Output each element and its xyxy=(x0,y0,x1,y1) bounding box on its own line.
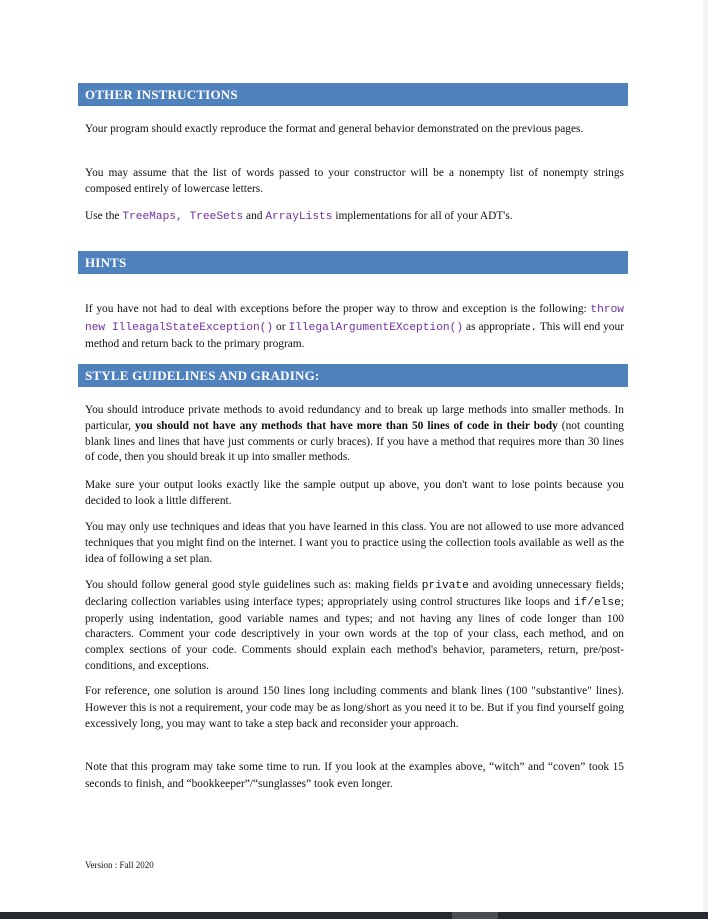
hints-text-a: If you have not had to deal with exceptions before the proper way to throw and exception is the following: xyxy=(85,303,591,315)
bottom-scrollbar-thumb[interactable] xyxy=(452,912,498,919)
hints-text-after: This will end your method and return back to the primary program. xyxy=(85,320,624,350)
hints-text-or: or xyxy=(273,320,289,333)
style-p4-code-ifelse: if/else xyxy=(573,596,621,609)
hints-code-period: . xyxy=(530,321,538,334)
style-paragraph-2: Make sure your output looks exactly like the sample output up above, you don't want to lose points because you decided to look a little different. xyxy=(85,479,624,507)
style-p4-code-private: private xyxy=(421,580,469,592)
other-p3-code-treemaps: TreeMaps, TreeSets xyxy=(122,211,244,223)
style-p4-text-a: You should follow general good style guidelines such as: making fields xyxy=(85,579,422,591)
vertical-scrollbar-track[interactable] xyxy=(703,0,708,912)
style-p1-text-b: (not counting blank lines and lines that have just comments or curly braces). If you have a method that requires more than 30 lines of code, then you should break it up into smaller methods. xyxy=(85,419,624,464)
hints-code-illegal-argument: IllegalArgumentEXception() xyxy=(288,321,464,334)
other-paragraph-1: Your program should exactly reproduce the format and general behavior demonstrated on the previous pages. xyxy=(85,123,584,135)
hints-text-as: as appropriate xyxy=(463,320,531,333)
version-footer: Version : Fall 2020 xyxy=(85,860,154,870)
style-p4-text-b: and avoiding unnecessary fields; declaring collection variables using interface types; appropriately using control structures like loops and xyxy=(85,579,624,608)
other-p3-text-b: and xyxy=(243,210,266,222)
hints-code-illegal-state: throw new IlleagalStateException() xyxy=(85,304,624,334)
bottom-scrollbar-track[interactable] xyxy=(0,912,708,919)
style-paragraph-6: Note that this program may take some time to run. If you look at the examples above, “witch” and “coven” took 15 seconds to finish, and “bookkeeper”/“sunglasses” took even longer. xyxy=(85,761,624,790)
hints-paragraph xyxy=(85,301,624,353)
section-header-hints: HINTS xyxy=(78,251,628,274)
section-header-style-guidelines: STYLE GUIDELINES AND GRADING: xyxy=(78,364,628,387)
section-header-other-instructions: OTHER INSTRUCTIONS xyxy=(78,83,628,106)
other-p3-text-c: implementations for all of your ADT's. xyxy=(332,210,513,222)
style-paragraph-3: You may only use techniques and ideas that you have learned in this class. You are not allowed to use more advanced techniques that you might find on the internet. I want you to practice using the collection tools available as well as the idea of following a set plan. xyxy=(85,521,624,565)
style-p4-text-c: ; properly using indentation, good variable names and types; and not having any lines of code longer than 100 characters. Comment your code descriptively in your own words at the top of your class, each method, and on complex sections of your code. Comments should explain each method's behavior, parameters, return, pre/post-conditions, and exceptions. xyxy=(85,595,624,672)
other-paragraph-3 xyxy=(85,209,624,226)
style-paragraph-5: For reference, one solution is around 150 lines long including comments and blank lines (100 "substantive" lines). However this is not a requirement, your code may be as long/short as you need it to be. But if you find yourself going excessively long, you may want to take a step back and reconsider your approach. xyxy=(85,685,624,731)
style-p1-bold: you should not have any methods that have more than 50 lines of code in their body xyxy=(135,419,558,432)
other-p3-code-arraylists: ArrayLists xyxy=(265,211,333,223)
style-paragraph-4 xyxy=(85,578,624,675)
other-paragraph-2: You may assume that the list of words passed to your constructor will be a nonempty list of nonempty strings composed entirely of lowercase letters. xyxy=(85,167,624,195)
other-p3-text-a: Use the xyxy=(85,210,123,222)
style-paragraph-1 xyxy=(85,403,624,466)
style-p1-text-a: You should introduce private methods to avoid redundancy and to break up large methods into smaller methods. In particular, xyxy=(85,404,624,432)
